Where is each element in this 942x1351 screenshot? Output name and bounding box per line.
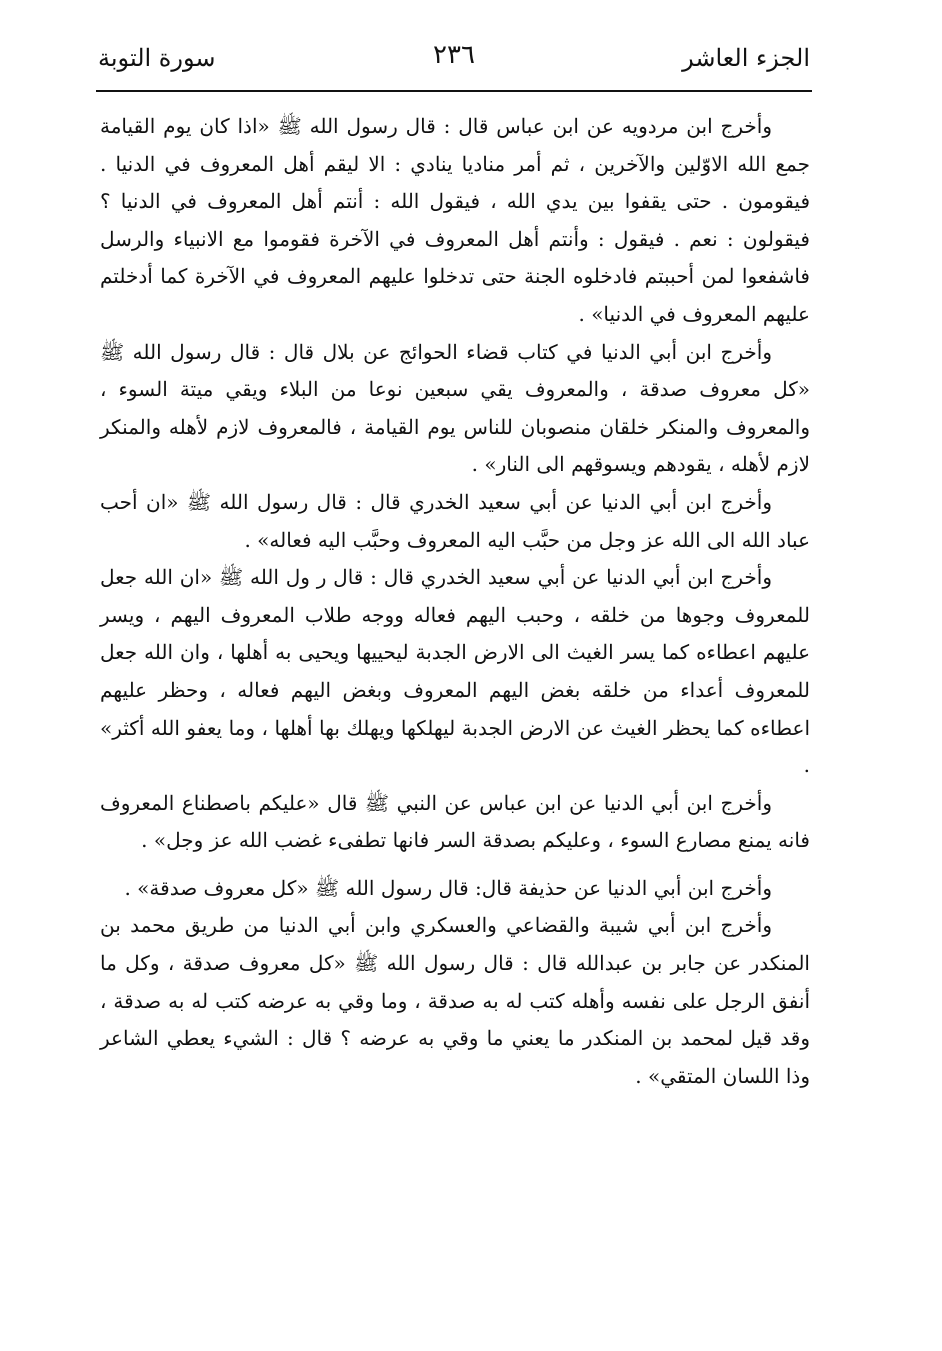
page-header [98,34,810,88]
surah-title: سورة التوبة [98,44,216,72]
paragraph: وأخرج ابن أبي الدنيا عن أبي سعيد الخدري قال : قال رسول الله ﷺ «ان أحب عباد الله الى الله عز وجل من حبَّب اليه المعروف وحبَّب اليه فعاله» . [100,489,810,552]
paragraph: وأخرج ابن أبي شيبة والقضاعي والعسكري وابن أبي الدنيا من طريق محمد بن المنكدر عن جابر بن عبدالله قال : قال رسول الله ﷺ «كل معروف صدقة ، وكل ما أنفق الرجل على نفسه وأهله كتب له به صدقة ، وما وقي به عرضه كتب له به صدقة ، وقد قيل لمحمد بن المنكدر ما يعني ما وقي به عرضه ؟ قال : الشيء يعطي الشاعر وذا اللسان المتقي» . [100,913,810,1088]
paragraph: وأخرج ابن أبي الدنيا عن حذيفة قال: قال رسول الله ﷺ «كل معروف صدقة» . [124,875,772,900]
paragraph: وأخرج ابن أبي الدنيا عن أبي سعيد الخدري قال : قال ر ول الله ﷺ «ان الله جعل للمعروف وجوها من خلقه ، وحبب اليهم فعاله ووجه طلاب المعروف اليهم ، ويسر عليهم اعطاءه كما يسر الغيث الى الارض الجدبة ليحييها ويحيى به أهلها ، وان الله جعل للمعروف أعداء من خلقه بغض اليهم المعروف وبغض اليهم فعاله ، وحظر عليهم اعطاءه كما يحظر الغيث عن الارض الجدبة ليهلكها ويهلك بها أهلها ، وما يعفو الله أكثر» . [100,565,810,778]
page-body [100,108,810,1095]
paragraph: وأخرج ابن مردويه عن ابن عباس قال : قال رسول الله ﷺ «اذا كان يوم القيامة جمع الله الاوّلين والآخرين ، ثم أمر مناديا ينادي : الا ليقم أهل المعروف في الدنيا . فيقومون . حتى يقفوا بين يدي الله ، فيقول الله : أنتم أهل المعروف في الدنيا ؟ فيقولون : نعم . فيقول : وأنتم أهل المعروف في الآخرة فقوموا مع الانبياء والرسل فاشفعوا لمن أحببتم فادخلوه الجنة حتى تدخلوا عليهم المعروف في الآخرة كما أدخلتم عليهم المعروف في الدنيا» . [100,114,810,326]
paragraph: وأخرج ابن أبي الدنيا في كتاب قضاء الحوائج عن بلال قال : قال رسول الله ﷺ «كل معروف صدقة ، والمعروف يقي سبعين نوعا من البلاء ويقي ميتة السوء ، والمعروف والمنكر خلقان منصوبان للناس يوم القيامة ، فالمعروف لازم لأهله والمنكر لازم لأهله ، يقودهم ويسوقهم الى النار» . [100,339,810,477]
paragraph: وأخرج ابن أبي الدنيا عن ابن عباس عن النبي ﷺ قال «عليكم باصطناع المعروف فانه يمنع مصارع السوء ، وعليكم بصدقة السر فانها تطفىء غضب الله عز وجل» . [100,790,810,853]
part-title: الجزء العاشر [682,44,810,72]
header-divider [96,90,812,92]
page-number: ٢٣٦ [433,40,475,70]
